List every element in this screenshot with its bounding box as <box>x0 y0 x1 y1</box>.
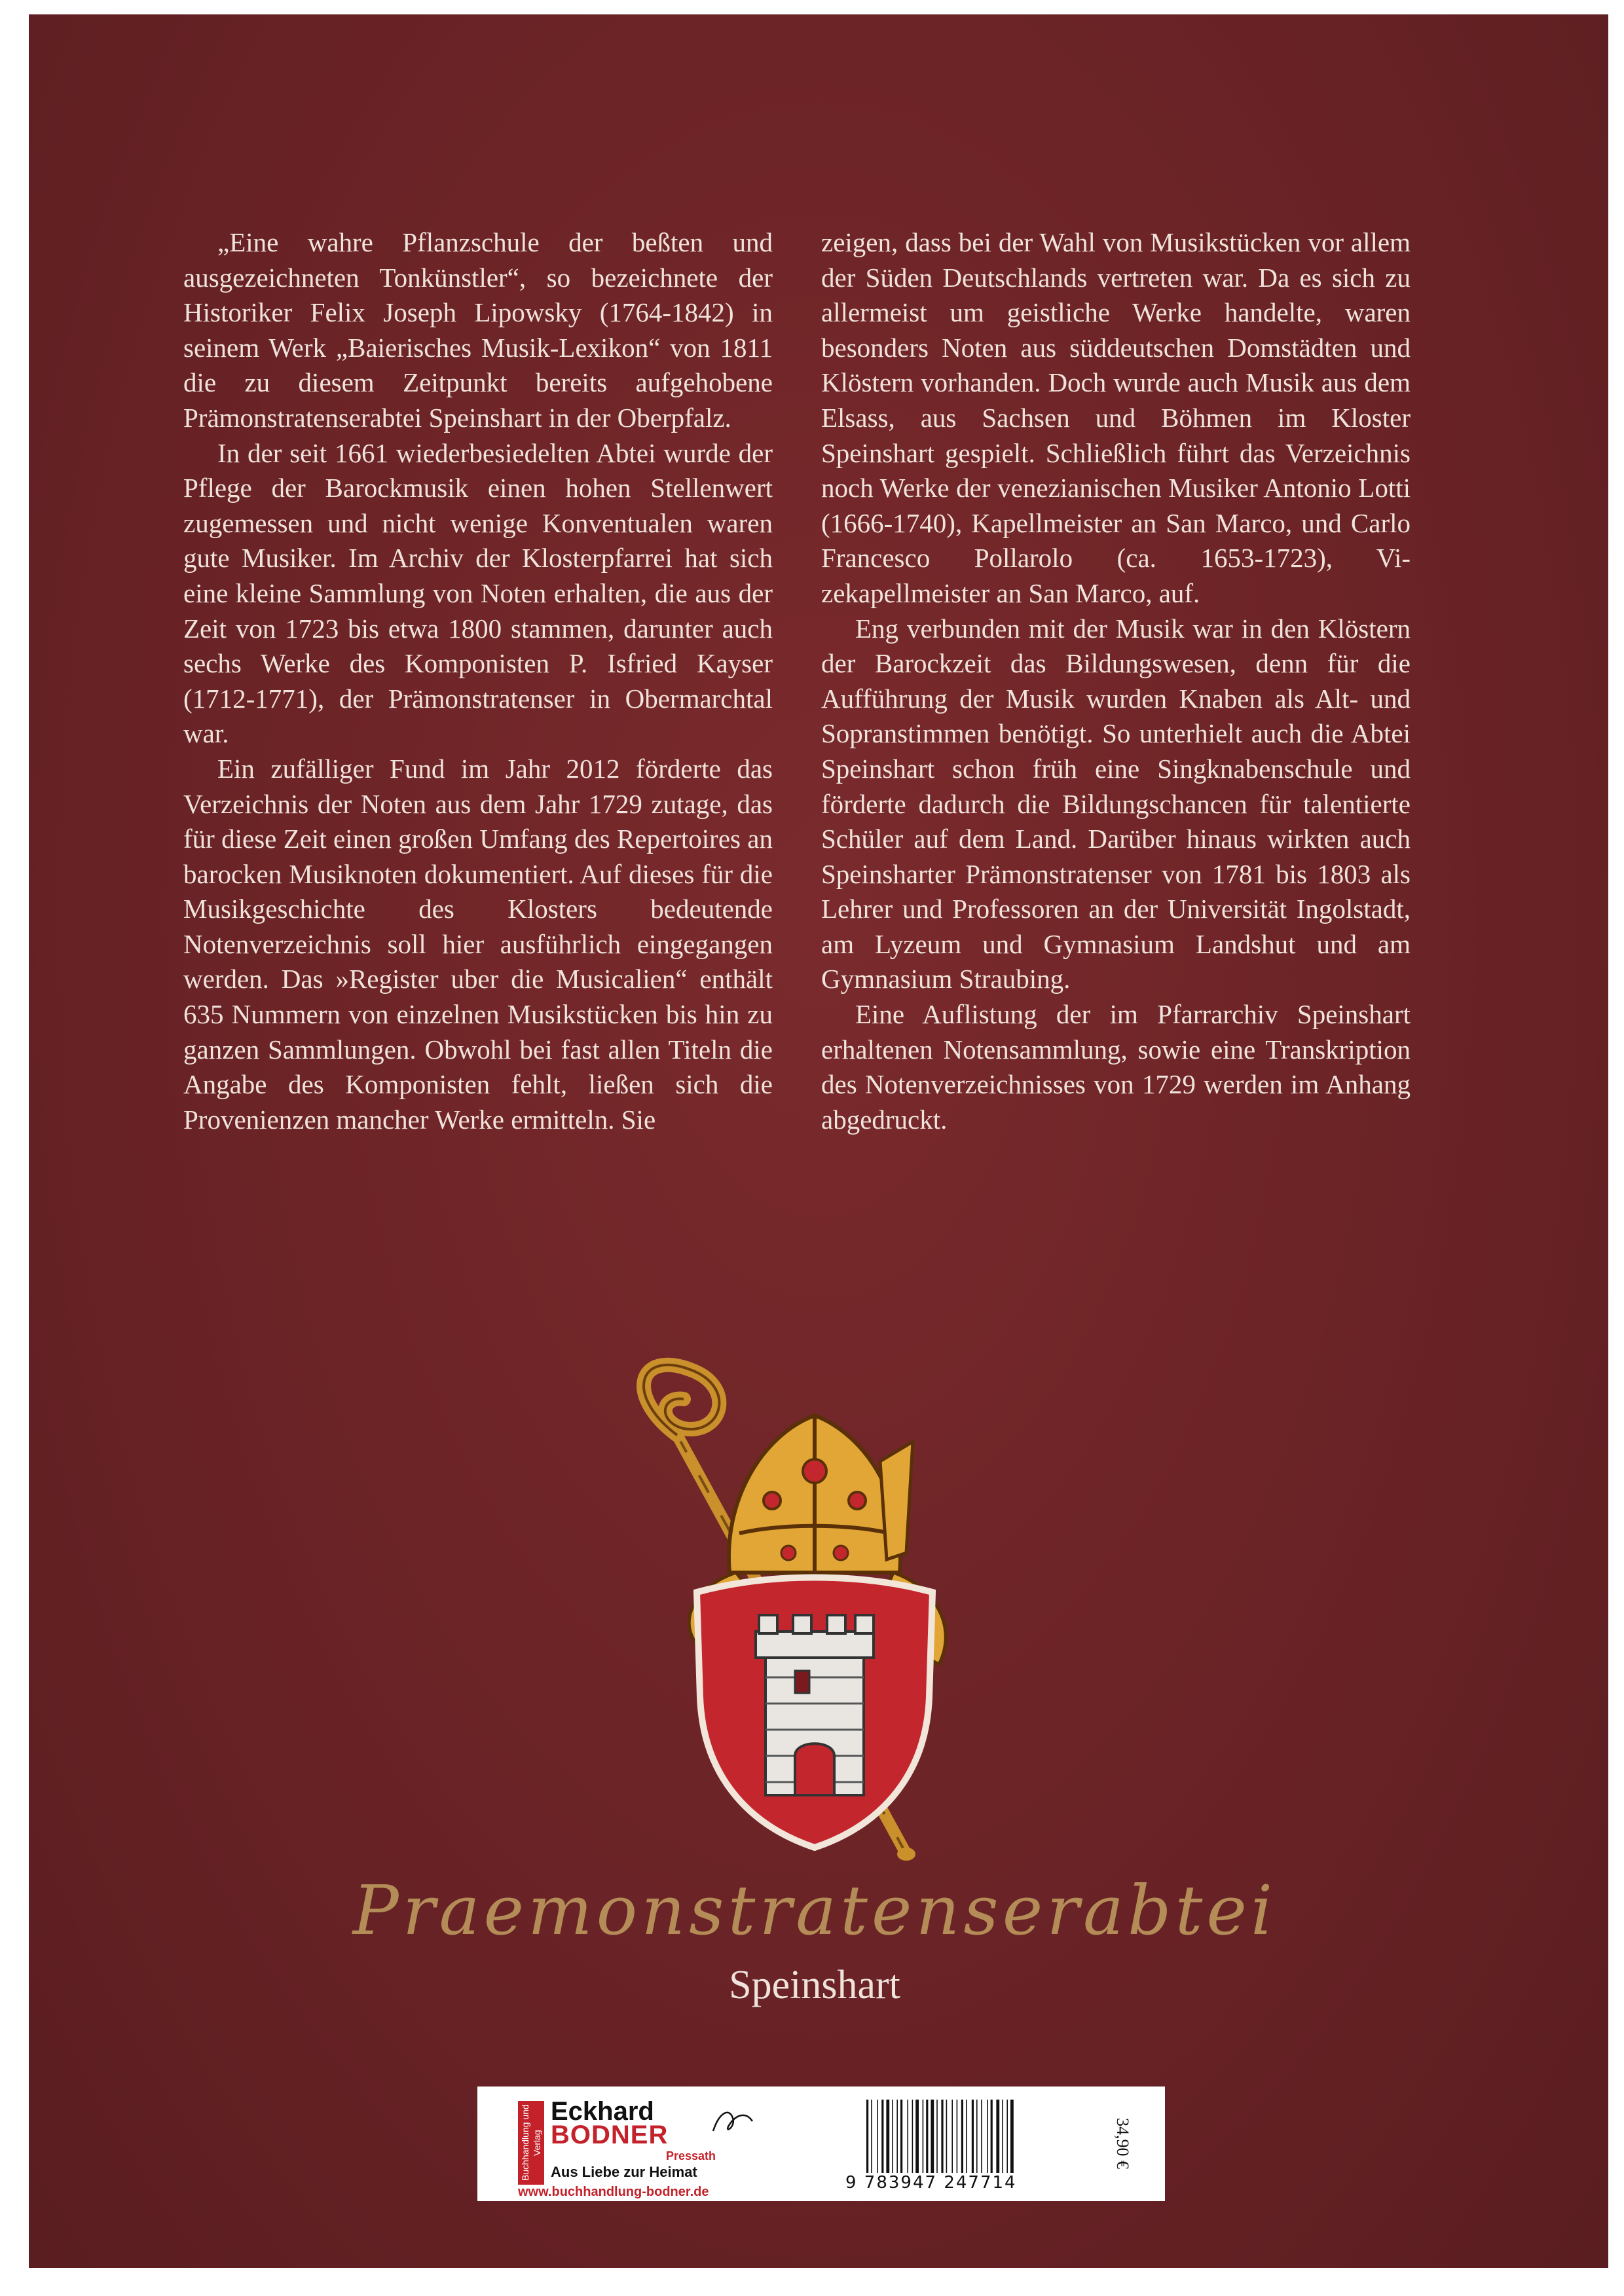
paragraph: Eng verbunden mit der Musik war in den Klöstern der Barockzeit das Bildungswesen, denn für die Aufführung der Musik wurden Knaben als Alt- und Sopranstimmen benötigt. So unterhielt auch die Abtei Speinshart schon früh eine Singknabenschule und förderte dadurch die Bildungschancen für talentierte Schüler auf dem Land. Darüber hinaus wirkten auch Speinsharter Prämonstratenser von 1781 bis 1803 als Lehrer und Professoren an der Universität Ingolstadt, am Lyzeum und Gymnasium Landshut und am Gymnasium Straubing. <box>821 613 1411 994</box>
barcode-bar <box>1006 2100 1008 2173</box>
text-column-left <box>183 225 773 1137</box>
barcode-bar <box>981 2100 982 2173</box>
barcode-bar <box>907 2100 908 2173</box>
publisher-slogan: Aus Liebe zur Heimat <box>551 2164 697 2180</box>
barcode-bar <box>966 2100 967 2173</box>
barcode-bar <box>886 2100 889 2173</box>
barcode-bar <box>923 2100 924 2173</box>
barcode-bar <box>957 2100 958 2173</box>
script-title: Praemonstratenserabtei <box>352 1870 1277 1950</box>
barcode <box>864 2100 1080 2173</box>
signature-icon <box>710 2105 756 2144</box>
publisher-name-line2: BODNER <box>551 2121 669 2149</box>
barcode-bar <box>987 2100 988 2173</box>
barcode-bar <box>941 2100 943 2173</box>
publisher-barcode-label <box>477 2086 1165 2201</box>
barcode-bar <box>881 2100 883 2173</box>
barcode-bar <box>866 2100 868 2173</box>
barcode-bar <box>996 2100 999 2173</box>
barcode-bar <box>961 2100 963 2173</box>
paragraph: zeigen, dass bei der Wahl von Musikstücken vor allem der Süden Deutschlands vertreten war. Da es sich zu allermeist um geistliche Werke handelte, waren besonders Noten aus süddeutschen Domstädten und Klöstern vorhanden. Doch wurde auch Musik aus dem Elsass, aus Sachsen und Böhmen im Kloster Speinshart gespielt. Schließlich führt das Verzeichnis noch Werke der venezianischen Musiker Antonio Lotti (1666-1740), Kapellmeister an San Marco, und Carlo Francesco Pollarolo (ca. 1653-1723), Vizekapellmeister an San Marco, auf. <box>821 227 1411 608</box>
subtitle: Speinshart <box>729 1963 900 2007</box>
barcode-bar <box>877 2100 878 2173</box>
barcode-bar <box>931 2100 934 2173</box>
isbn-digits: 9 783947 247714 <box>845 2173 1017 2193</box>
barcode-bar <box>915 2100 919 2173</box>
barcode-bar <box>972 2100 974 2173</box>
barcode-bar <box>892 2100 893 2173</box>
barcode-bar <box>991 2100 993 2173</box>
publisher-strip: Buchhandlung und Verlag <box>518 2101 544 2185</box>
barcode-bar <box>871 2100 872 2173</box>
barcode-bar <box>912 2100 913 2173</box>
publisher-url[interactable]: www.buchhandlung-bodner.de <box>518 2185 709 2199</box>
barcode-bar <box>926 2100 928 2173</box>
barcode-bar <box>900 2100 902 2173</box>
barcode-bar <box>936 2100 938 2173</box>
barcode-bar <box>946 2100 948 2173</box>
text-column-right <box>821 225 1411 1137</box>
paragraph: Ein zufälliger Fund im Jahr 2012 förderte das Verzeichnis der Noten aus dem Jahr 1729 zutage, das für diese Zeit einen großen Umfang des Repertoires an barocken Musiknoten dokumentiert. Auf dieses für die Musikgeschichte des Klosters bedeutende Notenverzeichnis soll hier ausführlich eingegangen werden. Das »Register uber die Musicalien“ enthält 635 Nummern von einzelnen Musikstücken bis hin zu ganzen Sammlungen. Obwohl bei fast allen Titeln die Angabe des Komponisten fehlt, ließen sich die Provenienzen mancher Werke ermitteln. Sie <box>183 753 773 1135</box>
paragraph: Eine Auflistung der im Pfarrarchiv Speinshart erhaltenen Notensammlung, sowie eine Transkription des Notenverzeichnisses von 1729 werden im Anhang abgedruckt. <box>821 999 1411 1135</box>
publisher-name-line1: Eckhard <box>551 2097 654 2126</box>
paragraph: „Eine wahre Pflanzschule der beßten und ausgezeichneten Tonkünstler“, so bezeichnete der Historiker Felix Joseph Lipowsky (1764-1842) in seinem Werk „Baierisches Musik-Lexikon“ von 1811 die zu diesem Zeitpunkt bereits aufgehobene Prämonstratenserabtei Speinshart in der Oberpfalz. <box>183 227 773 433</box>
barcode-bar <box>896 2100 898 2173</box>
tower-shield-icon <box>697 1578 932 1848</box>
publisher-place: Pressath <box>666 2149 716 2162</box>
abbey-coat-of-arms <box>599 1357 1044 1867</box>
barcode-bar <box>976 2100 978 2173</box>
price: 34,90 € <box>1113 2118 1132 2169</box>
paragraph: In der seit 1661 wiederbesiedelten Abtei wurde der Pflege der Barockmusik einen hohen Stellenwert zugemessen und nicht wenige Konventualen waren gute Musiker. Im Archiv der Klosterpfarrei hat sich eine kleine Sammlung von Noten erhalten, die aus der Zeit von 1723 bis etwa 1800 stammen, darunter auch sechs Werke des Komponisten P. Isfried Kayser (1712-1771), der Prämonstratenser in Obermarchtal war. <box>183 437 773 749</box>
barcode-bar <box>1010 2100 1014 2173</box>
barcode-bar <box>951 2100 953 2173</box>
book-back-cover <box>29 14 1608 2268</box>
barcode-bar <box>1002 2100 1003 2173</box>
